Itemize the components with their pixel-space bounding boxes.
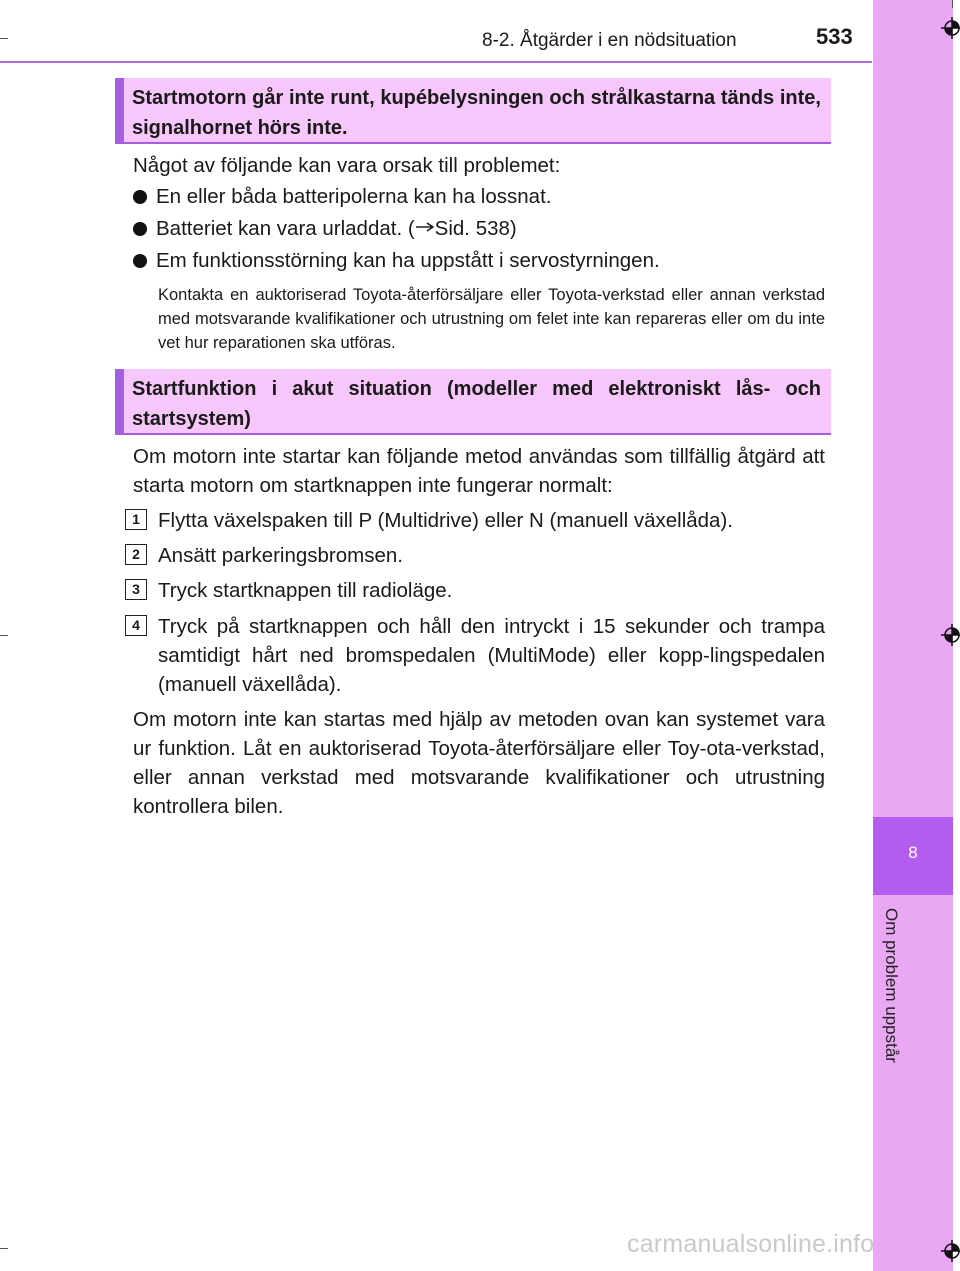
- section2-outro: Om motorn inte kan startas med hjälp av metoden ovan kan systemet vara ur funktion. Låt en auktoriserad Toyota-återförsäljare eller Toy-ota-verkstad, eller annan verkstad med motsvarande kvalifikationer och utrustning kontrollera bilen.: [133, 708, 825, 818]
- section1-note: Kontakta en auktoriserad Toyota-återförsäljare eller Toyota-verkstad eller annan verkstad med motsvarande kvalifikationer och utrustning om felet inte kan repareras eller om du inte vet hur reparationen ska utföras.: [158, 286, 825, 352]
- bullet-icon: [133, 190, 147, 204]
- list-item: [125, 506, 825, 535]
- page-reference-link[interactable]: Sid. 538): [434, 217, 517, 240]
- header-divider: [0, 61, 872, 63]
- section1-heading: [115, 78, 831, 144]
- step-number: 3: [125, 579, 147, 600]
- registration-mark-icon: [941, 624, 960, 646]
- list-item: [133, 214, 517, 243]
- arrow-right-icon: [415, 221, 435, 233]
- step-number: 2: [125, 544, 147, 565]
- bullet-icon: [133, 254, 147, 268]
- section2-heading: [115, 369, 831, 435]
- chapter-number: 8: [908, 843, 918, 862]
- chapter-tab[interactable]: [873, 817, 953, 895]
- list-item: [133, 246, 660, 275]
- section1-intro: Något av följande kan vara orsak till problemet:: [133, 154, 561, 177]
- step-text: Tryck på startknappen och håll den intryckt i 15 sekunder och trampa samtidigt hårt ned bromspedalen (MultiMode) eller kopp-lingspedalen (manuell växellåda).: [158, 615, 825, 696]
- step-number: 4: [125, 615, 147, 636]
- bullet-icon: [133, 222, 147, 236]
- bullet-text: Em funktionsstörning kan ha uppstått i servostyrningen.: [156, 249, 660, 272]
- crop-mark: [0, 635, 8, 636]
- list-item: [133, 182, 551, 211]
- section2-intro: Om motorn inte startar kan följande metod användas som tillfällig åtgärd att starta motorn om startknappen inte fungerar normalt:: [133, 445, 825, 497]
- crop-mark: [952, 0, 953, 8]
- step-text: Flytta växelspaken till P (Multidrive) eller N (manuell växellåda).: [158, 509, 733, 532]
- list-item: [125, 541, 825, 570]
- list-item: [125, 576, 825, 605]
- list-item: [125, 612, 825, 699]
- step-text: Tryck startknappen till radioläge.: [158, 579, 453, 602]
- crop-mark: [0, 1248, 8, 1249]
- step-text: Ansätt parkeringsbromsen.: [158, 544, 403, 567]
- section-title: 8-2. Åtgärder i en nödsituation: [482, 30, 737, 51]
- bullet-text: Batteriet kan vara urladdat. (: [156, 217, 415, 240]
- section1-title: Startmotorn går inte runt, kupébelysningen och strålkastarna tänds inte, signalhornet hörs inte.: [132, 87, 821, 139]
- step-number: 1: [125, 509, 147, 530]
- crop-mark: [0, 38, 8, 39]
- page-number: 533: [816, 24, 853, 49]
- bullet-text: En eller båda batteripolerna kan ha lossnat.: [156, 185, 552, 208]
- registration-mark-icon: [941, 1240, 960, 1262]
- section2-title: Startfunktion i akut situation (modeller med elektroniskt lås- och startsystem): [132, 378, 821, 430]
- watermark: carmanualsonline.info: [627, 1230, 875, 1258]
- registration-mark-icon: [941, 17, 960, 39]
- chapter-label: Om problem uppstår: [882, 908, 901, 1063]
